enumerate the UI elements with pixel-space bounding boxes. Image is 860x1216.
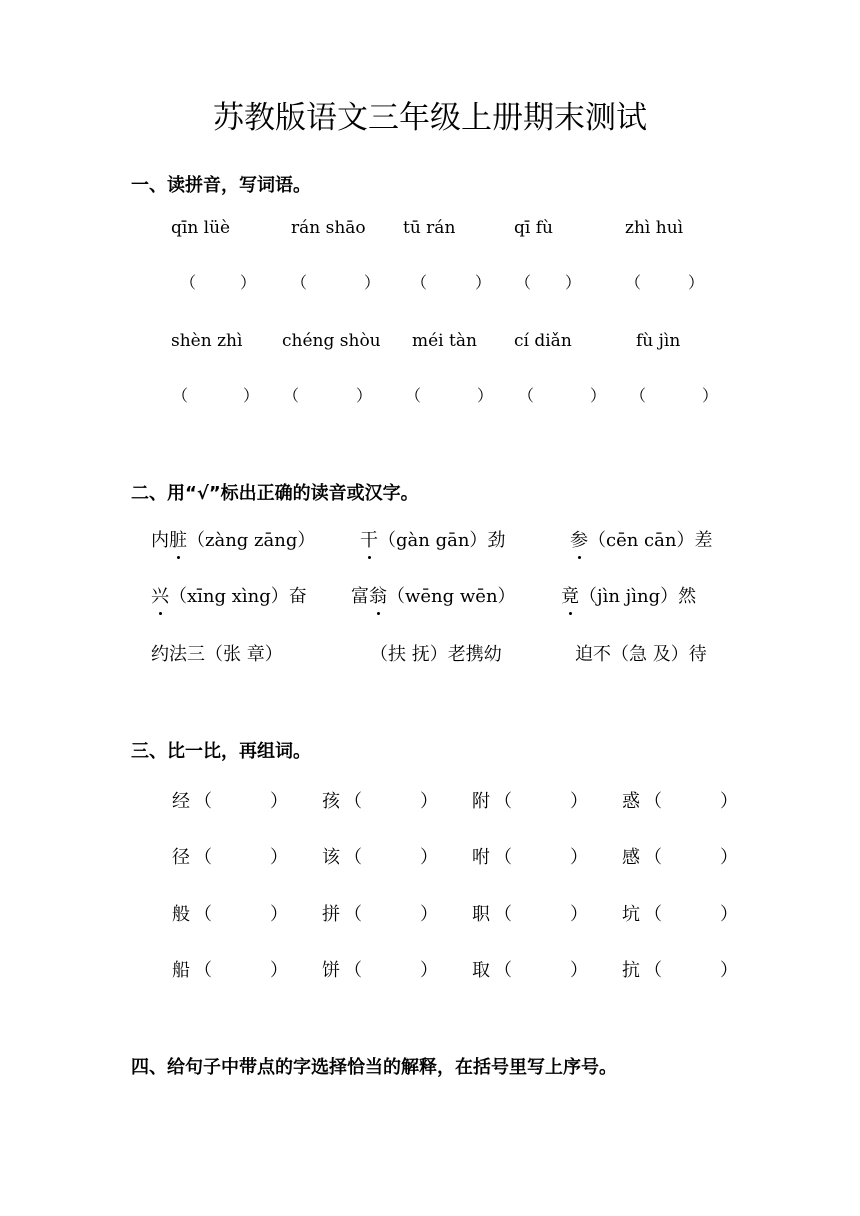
dotted-char: 兴 — [151, 584, 169, 610]
dotted-char: 脏 — [169, 528, 187, 554]
compare-char: 径 — [172, 847, 190, 868]
paren-right: ） — [720, 847, 738, 868]
dotted-char: 翁 — [369, 584, 387, 610]
paren-left: （ — [494, 960, 512, 981]
paren-left: （ — [344, 904, 362, 925]
paren-right: ） — [270, 904, 288, 925]
paren-right: ） — [475, 273, 492, 292]
pronunciation-item — [351, 584, 516, 610]
pinyin-item: zhì huì — [625, 218, 684, 238]
paren-left: （ — [644, 904, 662, 925]
paren-right: ） — [420, 847, 438, 868]
paren-left: （ — [172, 386, 189, 405]
pinyin-item: chéng shòu — [282, 331, 381, 351]
paren-left: （ — [291, 273, 308, 292]
paren-right: ） — [364, 273, 381, 292]
pinyin-item: fù jìn — [636, 331, 681, 351]
options: （xīng xìng）奋 — [169, 586, 307, 607]
compare-char: 船 — [172, 960, 190, 981]
paren-right: ） — [240, 273, 257, 292]
options: （zàng zāng） — [187, 530, 316, 551]
pronunciation-item — [151, 584, 307, 610]
pronunciation-item — [151, 528, 315, 554]
character-choice-item: 迫不（急 及）待 — [575, 644, 707, 665]
paren-right: ） — [477, 386, 494, 405]
compare-char: 咐 — [472, 847, 490, 868]
compare-char: 职 — [472, 904, 490, 925]
paren-right: ） — [688, 273, 705, 292]
paren-left: （ — [644, 791, 662, 812]
options: （gàn gān）劲 — [378, 530, 506, 551]
pinyin-item: shèn zhì — [171, 331, 243, 351]
character-choice-item: 约法三（张 章） — [151, 644, 283, 665]
compare-char: 孩 — [322, 791, 340, 812]
dotted-char: 参 — [570, 528, 588, 554]
pinyin-item: rán shāo — [291, 218, 366, 238]
dotted-char: 竟 — [561, 584, 579, 610]
options: （wēng wēn） — [387, 586, 516, 607]
pinyin-item: cí diǎn — [514, 331, 572, 351]
compare-char: 坑 — [622, 904, 640, 925]
paren-right: ） — [720, 960, 738, 981]
pinyin-item: méi tàn — [412, 331, 477, 351]
paren-left: （ — [194, 847, 212, 868]
paren-left: （ — [515, 273, 532, 292]
paren-left: （ — [194, 904, 212, 925]
paren-left: （ — [494, 904, 512, 925]
paren-right: ） — [356, 386, 373, 405]
compare-char: 般 — [172, 904, 190, 925]
paren-left: （ — [344, 960, 362, 981]
compare-char: 该 — [322, 847, 340, 868]
pronunciation-item — [570, 528, 712, 554]
pinyin-item: qīn lüè — [171, 218, 231, 238]
paren-right: ） — [570, 847, 588, 868]
compare-char: 附 — [472, 791, 490, 812]
options: （cēn cān）差 — [588, 530, 713, 551]
paren-right: ） — [420, 791, 438, 812]
options: （jìn jìng）然 — [579, 586, 697, 607]
paren-left: （ — [344, 847, 362, 868]
pronunciation-item — [360, 528, 505, 554]
plain-char: 富 — [351, 586, 369, 607]
pronunciation-item — [561, 584, 696, 610]
compare-char: 拼 — [322, 904, 340, 925]
paren-right: ） — [420, 904, 438, 925]
paren-right: ） — [702, 386, 719, 405]
section4-heading: 四、给句子中带点的字选择恰当的解释，在括号里写上序号。 — [131, 1057, 617, 1078]
paren-left: （ — [344, 791, 362, 812]
paren-right: ） — [720, 791, 738, 812]
character-choice-item: （扶 抚）老携幼 — [370, 644, 502, 665]
plain-char: 内 — [151, 530, 169, 551]
paren-left: （ — [180, 273, 197, 292]
pinyin-item: tū rán — [403, 218, 456, 238]
paren-left: （ — [283, 386, 300, 405]
paren-right: ） — [270, 847, 288, 868]
paren-right: ） — [243, 386, 260, 405]
paren-right: ） — [570, 960, 588, 981]
paren-left: （ — [644, 847, 662, 868]
compare-char: 感 — [622, 847, 640, 868]
paren-right: ） — [570, 791, 588, 812]
paren-left: （ — [194, 791, 212, 812]
compare-char: 惑 — [622, 791, 640, 812]
paren-right: ） — [420, 960, 438, 981]
paren-left: （ — [625, 273, 642, 292]
paren-right: ） — [270, 960, 288, 981]
compare-char: 饼 — [322, 960, 340, 981]
compare-char: 经 — [172, 791, 190, 812]
paren-left: （ — [411, 273, 428, 292]
paren-left: （ — [644, 960, 662, 981]
paren-left: （ — [630, 386, 647, 405]
paren-right: ） — [570, 904, 588, 925]
compare-char: 取 — [472, 960, 490, 981]
paren-right: ） — [720, 904, 738, 925]
paren-left: （ — [518, 386, 535, 405]
paren-right: ） — [590, 386, 607, 405]
section3-heading: 三、比一比，再组词。 — [131, 741, 311, 762]
paren-left: （ — [194, 960, 212, 981]
section1-heading: 一、读拼音，写词语。 — [131, 175, 311, 196]
section2-heading: 二、用“√”标出正确的读音或汉字。 — [131, 483, 419, 504]
paren-right: ） — [270, 791, 288, 812]
dotted-char: 干 — [360, 528, 378, 554]
paren-right: ） — [565, 273, 582, 292]
pinyin-item: qī fù — [514, 218, 553, 238]
page-title: 苏教版语文三年级上册期末测试 — [213, 100, 647, 136]
paren-left: （ — [494, 791, 512, 812]
compare-char: 抗 — [622, 960, 640, 981]
paren-left: （ — [494, 847, 512, 868]
paren-left: （ — [405, 386, 422, 405]
